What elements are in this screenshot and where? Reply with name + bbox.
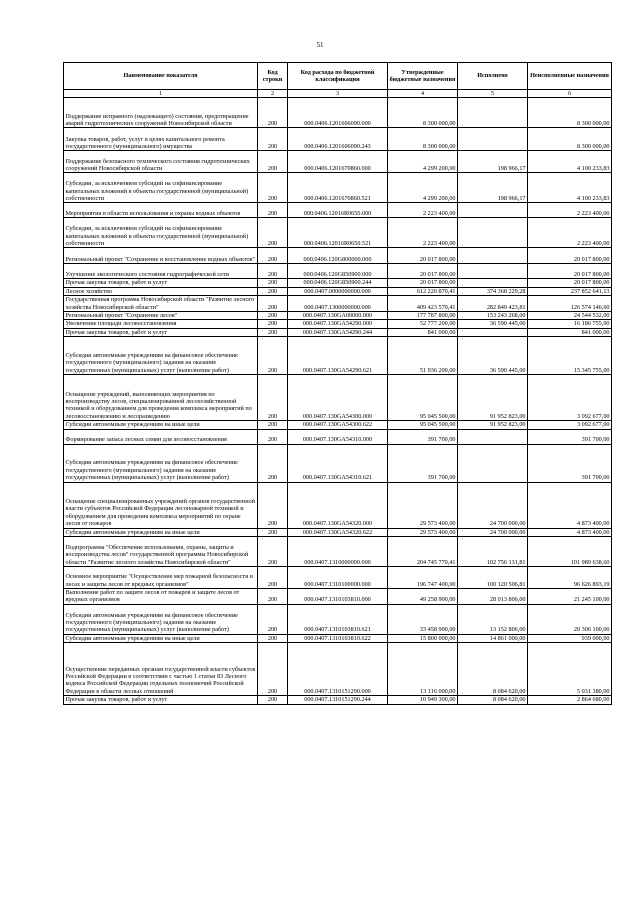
row-executed [458, 264, 528, 279]
header-executed: Исполнено [458, 63, 528, 90]
row-unexecuted: 3 092 677,00 [528, 421, 612, 429]
row-approved: 196 747 400,00 [388, 567, 458, 589]
row-executed: 198 966,17 [458, 173, 528, 203]
row-line-code: 200 [258, 328, 288, 336]
row-budget-code: 000.0407.0000000000.000 [288, 287, 388, 295]
row-name: Региональный проект "Сохранение и восстановление водных объектов" [64, 248, 258, 264]
row-name: Прочая закупка товаров, работ и услуг [64, 279, 258, 287]
row-name: Осуществление переданных органам государственной власти субъектов Российской Федерации в соответствии с частью 1 статьи 83 Лесного кодекса Российской Федерации отдельных полномочий Российской Федерации в области лесных отношений [64, 643, 258, 696]
row-name: Поддержание исправного (надлежащего) состояния, предотвращение аварий гидротехнических сооружений Новосибирской области [64, 98, 258, 128]
row-unexecuted: 2 864 680,00 [528, 696, 612, 704]
row-executed: 374 368 229,28 [458, 287, 528, 295]
row-budget-code: 000.0406.12016R0650.000 [288, 203, 388, 218]
table-row [64, 429, 612, 444]
row-unexecuted: 2 223 400,00 [528, 218, 612, 248]
row-approved: 2 223 400,00 [388, 218, 458, 248]
row-unexecuted: 126 574 146,60 [528, 296, 612, 312]
row-approved: 8 300 000,00 [388, 98, 458, 128]
row-unexecuted: 16 186 755,00 [528, 320, 612, 328]
table-row [64, 264, 612, 279]
row-name: Субсидии, за исключением субсидий на софинансирование капитальных вложений в объекты государственной (муниципальной) собственности [64, 218, 258, 248]
row-executed: 36 590 445,00 [458, 337, 528, 375]
table-row [64, 589, 612, 605]
row-approved: 10 949 300,00 [388, 696, 458, 704]
table-row [64, 421, 612, 429]
row-approved: 409 423 570,41 [388, 296, 458, 312]
row-name: Подпрограмма "Обеспечение использования, охраны, защиты и воспроизводства лесов" государственной программы Новосибирской области "Развитие лесного хозяйства Новосибирской области" [64, 537, 258, 567]
row-budget-code: 000.0407.130GA54290.244 [288, 328, 388, 336]
row-budget-code: 000.0407.130GA54290.621 [288, 337, 388, 375]
row-line-code: 200 [258, 337, 288, 375]
row-line-code: 200 [258, 264, 288, 279]
row-line-code: 200 [258, 421, 288, 429]
row-approved: 49 258 900,00 [388, 589, 458, 605]
table-row [64, 696, 612, 704]
table-row [64, 482, 612, 528]
row-line-code: 200 [258, 444, 288, 482]
row-approved: 391 700,00 [388, 429, 458, 444]
header-approved: Утвержденные бюджетные назначения [388, 63, 458, 90]
table-row [64, 634, 612, 642]
row-line-code: 200 [258, 296, 288, 312]
row-budget-code: 000.0407.1310151290.000 [288, 643, 388, 696]
row-executed: 14 861 000,00 [458, 634, 528, 642]
row-approved: 51 936 200,00 [388, 337, 458, 375]
column-number: 6 [528, 90, 612, 98]
row-executed: 24 700 000,00 [458, 482, 528, 528]
row-executed [458, 203, 528, 218]
row-line-code: 200 [258, 643, 288, 696]
row-approved: 841 000,00 [388, 328, 458, 336]
row-approved: 20 017 800,00 [388, 279, 458, 287]
column-number: 3 [288, 90, 388, 98]
row-executed [458, 128, 528, 151]
row-name: Закупка товаров, работ, услуг в целях капитального ремонта государственного (муниципального) имущества [64, 128, 258, 151]
row-budget-code: 000.0406.1201670860.521 [288, 173, 388, 203]
row-executed [458, 328, 528, 336]
table-row [64, 567, 612, 589]
row-unexecuted: 20 017 800,00 [528, 248, 612, 264]
table-row [64, 279, 612, 287]
row-executed: 100 120 506,81 [458, 567, 528, 589]
row-executed: 153 243 268,00 [458, 312, 528, 320]
row-approved: 4 299 200,00 [388, 173, 458, 203]
row-unexecuted: 24 544 532,00 [528, 312, 612, 320]
row-approved: 15 800 000,00 [388, 634, 458, 642]
row-unexecuted: 2 223 400,00 [528, 203, 612, 218]
row-budget-code: 000.0406.120G850900.000 [288, 264, 388, 279]
table-row [64, 203, 612, 218]
row-budget-code: 000.0407.130GA00000.000 [288, 312, 388, 320]
header-budget-classification: Код расхода по бюджетной классификации [288, 63, 388, 90]
column-number: 4 [388, 90, 458, 98]
row-unexecuted: 841 000,00 [528, 328, 612, 336]
row-name: Улучшение экологического состояния гидрографической сети [64, 264, 258, 279]
table-row [64, 248, 612, 264]
table-row [64, 128, 612, 151]
row-line-code: 200 [258, 634, 288, 642]
row-line-code: 200 [258, 218, 288, 248]
row-executed: 36 590 445,00 [458, 320, 528, 328]
row-executed: 91 952 823,00 [458, 375, 528, 421]
row-budget-code: 000.0407.1300000000.000 [288, 296, 388, 312]
row-approved: 20 017 800,00 [388, 248, 458, 264]
row-unexecuted: 4 873 400,00 [528, 528, 612, 536]
row-approved: 612 220 870,41 [388, 287, 458, 295]
row-approved: 52 777 200,00 [388, 320, 458, 328]
row-name: Прочая закупка товаров, работ и услуг [64, 328, 258, 336]
row-budget-code: 000.0407.1310103810.622 [288, 634, 388, 642]
row-line-code: 200 [258, 287, 288, 295]
column-number: 1 [64, 90, 258, 98]
row-unexecuted: 21 245 100,00 [528, 589, 612, 605]
row-name: Лесное хозяйство [64, 287, 258, 295]
row-unexecuted: 4 873 400,00 [528, 482, 612, 528]
row-line-code: 200 [258, 151, 288, 173]
column-number: 2 [258, 90, 288, 98]
row-line-code: 200 [258, 248, 288, 264]
row-unexecuted: 391 700,00 [528, 429, 612, 444]
row-name: Мероприятия в области использования и охраны водных объектов [64, 203, 258, 218]
row-executed: 28 013 806,00 [458, 589, 528, 605]
header-indicator-name: Наименование показателя [64, 63, 258, 90]
row-name: Увеличение площади лесовосстановления [64, 320, 258, 328]
row-line-code: 200 [258, 429, 288, 444]
row-line-code: 200 [258, 528, 288, 536]
row-unexecuted: 20 017 800,00 [528, 264, 612, 279]
row-budget-code: 000.0406.1201606090.000 [288, 98, 388, 128]
row-approved: 20 017 800,00 [388, 264, 458, 279]
row-approved: 204 745 770,41 [388, 537, 458, 567]
table-row [64, 151, 612, 173]
row-line-code: 200 [258, 98, 288, 128]
row-unexecuted: 20 306 100,00 [528, 604, 612, 634]
table-row [64, 287, 612, 295]
row-executed: 8 084 620,00 [458, 643, 528, 696]
row-unexecuted: 237 852 641,13 [528, 287, 612, 295]
table-row [64, 444, 612, 482]
row-unexecuted: 20 017 800,00 [528, 279, 612, 287]
row-budget-code: 000.0407.130GA54310.000 [288, 429, 388, 444]
row-unexecuted: 939 000,00 [528, 634, 612, 642]
row-budget-code: 000.0407.130GA54320.622 [288, 528, 388, 536]
table-body [64, 98, 612, 704]
row-budget-code: 000.0407.1310151290.244 [288, 696, 388, 704]
row-budget-code: 000.0407.130GA54310.621 [288, 444, 388, 482]
row-line-code: 200 [258, 279, 288, 287]
table-row [64, 528, 612, 536]
row-executed: 102 756 131,81 [458, 537, 528, 567]
row-executed: 91 952 823,00 [458, 421, 528, 429]
row-executed: 13 152 806,00 [458, 604, 528, 634]
row-name: Субсидии автономным учреждениям на иные цели [64, 528, 258, 536]
row-line-code: 200 [258, 320, 288, 328]
row-name: Основное мероприятие "Осуществление мер пожарной безопасности в лесах и защиты лесов от вредных организмов" [64, 567, 258, 589]
row-name: Государственная программа Новосибирской области "Развитие лесного хозяйства Новосибирской области" [64, 296, 258, 312]
row-approved: 95 045 500,00 [388, 421, 458, 429]
row-name: Формирование запаса лесных семян для лесовосстановления [64, 429, 258, 444]
row-budget-code: 000.0407.130GA54300.000 [288, 375, 388, 421]
row-line-code: 200 [258, 696, 288, 704]
row-budget-code: 000.0407.1310100000.000 [288, 567, 388, 589]
row-approved: 29 573 400,00 [388, 528, 458, 536]
row-budget-code: 000.0406.1201606090.243 [288, 128, 388, 151]
row-budget-code: 000.0406.120G850900.244 [288, 279, 388, 287]
table-row [64, 173, 612, 203]
row-approved: 2 223 400,00 [388, 203, 458, 218]
row-budget-code: 000.0407.130GA54300.622 [288, 421, 388, 429]
row-unexecuted: 3 092 677,00 [528, 375, 612, 421]
table-row [64, 604, 612, 634]
row-name: Прочая закупка товаров, работ и услуг [64, 696, 258, 704]
row-executed: 198 966,17 [458, 151, 528, 173]
row-executed [458, 218, 528, 248]
table-row [64, 218, 612, 248]
row-name: Субсидии автономным учреждениям на финансовое обеспечение государственного (муниципального) задания на оказание государственных (муниципальных) услуг (выполнение работ) [64, 444, 258, 482]
row-budget-code: 000.0407.1310103810.621 [288, 604, 388, 634]
row-name: Выполнение работ по защите лесов от пожаров и защите лесов от вредных организмов [64, 589, 258, 605]
row-line-code: 200 [258, 482, 288, 528]
table-row [64, 312, 612, 320]
page-number: 51 [316, 41, 324, 49]
row-approved: 391 700,00 [388, 444, 458, 482]
row-approved: 29 573 400,00 [388, 482, 458, 528]
row-name: Субсидии автономным учреждениям на финансовое обеспечение государственного (муниципального) задания на оказание государственных (муниципальных) услуг (выполнение работ) [64, 337, 258, 375]
header-unexecuted: Неисполненные назначения [528, 63, 612, 90]
row-budget-code: 000.0407.130GA54320.000 [288, 482, 388, 528]
row-name: Субсидии автономным учреждениям на финансовое обеспечение государственного (муниципального) задания на оказание государственных (муниципальных) услуг (выполнение работ) [64, 604, 258, 634]
row-executed: 24 700 000,00 [458, 528, 528, 536]
row-approved: 8 300 000,00 [388, 128, 458, 151]
header-row [64, 63, 612, 90]
row-line-code: 200 [258, 128, 288, 151]
row-name: Поддержание безопасного технического состояния гидротехнических сооружений Новосибирской области [64, 151, 258, 173]
row-unexecuted: 4 100 233,83 [528, 173, 612, 203]
row-name: Субсидии автономным учреждениям на иные цели [64, 421, 258, 429]
row-budget-code: 000.0407.1310000000.000 [288, 537, 388, 567]
row-line-code: 200 [258, 312, 288, 320]
row-unexecuted: 8 300 000,00 [528, 98, 612, 128]
row-executed: 8 084 620,00 [458, 696, 528, 704]
table-row [64, 328, 612, 336]
row-unexecuted: 8 300 000,00 [528, 128, 612, 151]
row-budget-code: 000.0406.120G800000.000 [288, 248, 388, 264]
row-executed [458, 98, 528, 128]
row-line-code: 200 [258, 173, 288, 203]
row-name: Региональный проект "Сохранение лесов" [64, 312, 258, 320]
row-unexecuted: 5 031 380,00 [528, 643, 612, 696]
table-row [64, 296, 612, 312]
row-name: Оснащение учреждений, выполняющих мероприятия по воспроизводству лесов, специализированной лесохозяйственной техникой и оборудованием для проведения комплекса мероприятий по лесовосстановлению и лесоразведению [64, 375, 258, 421]
row-approved: 4 299 200,00 [388, 151, 458, 173]
row-unexecuted: 391 700,00 [528, 444, 612, 482]
header-line-code: Код строки [258, 63, 288, 90]
row-approved: 33 458 900,00 [388, 604, 458, 634]
row-line-code: 200 [258, 537, 288, 567]
budget-execution-table [63, 62, 612, 705]
row-unexecuted: 4 100 233,83 [528, 151, 612, 173]
row-approved: 13 116 000,00 [388, 643, 458, 696]
row-executed [458, 429, 528, 444]
row-line-code: 200 [258, 604, 288, 634]
row-budget-code: 000.0407.1310103810.000 [288, 589, 388, 605]
row-name: Субсидии, за исключением субсидий на софинансирование капитальных вложений в объекты государственной (муниципальной) собственности [64, 173, 258, 203]
row-budget-code: 000.0406.12016R0650.521 [288, 218, 388, 248]
table-row [64, 337, 612, 375]
row-unexecuted: 101 989 638,60 [528, 537, 612, 567]
table-row [64, 375, 612, 421]
row-budget-code: 000.0407.130GA54290.000 [288, 320, 388, 328]
row-executed [458, 279, 528, 287]
row-unexecuted: 96 626 893,19 [528, 567, 612, 589]
row-unexecuted: 15 345 755,00 [528, 337, 612, 375]
table-row [64, 320, 612, 328]
row-name: Оснащение специализированных учреждений органов государственной власти субъектов Российской Федерации лесопожарной техникой и оборудованием для проведения комплекса мероприятий по охране лесов от пожаров [64, 482, 258, 528]
row-approved: 177 787 800,00 [388, 312, 458, 320]
table-row [64, 98, 612, 128]
row-name: Субсидии автономным учреждениям на иные цели [64, 634, 258, 642]
column-number-row [64, 90, 612, 98]
row-executed [458, 248, 528, 264]
row-line-code: 200 [258, 589, 288, 605]
row-approved: 95 045 500,00 [388, 375, 458, 421]
row-line-code: 200 [258, 203, 288, 218]
table-row [64, 643, 612, 696]
column-number: 5 [458, 90, 528, 98]
row-executed: 282 849 423,81 [458, 296, 528, 312]
table-row [64, 537, 612, 567]
row-budget-code: 000.0406.1201670860.000 [288, 151, 388, 173]
row-executed [458, 444, 528, 482]
row-line-code: 200 [258, 375, 288, 421]
row-line-code: 200 [258, 567, 288, 589]
